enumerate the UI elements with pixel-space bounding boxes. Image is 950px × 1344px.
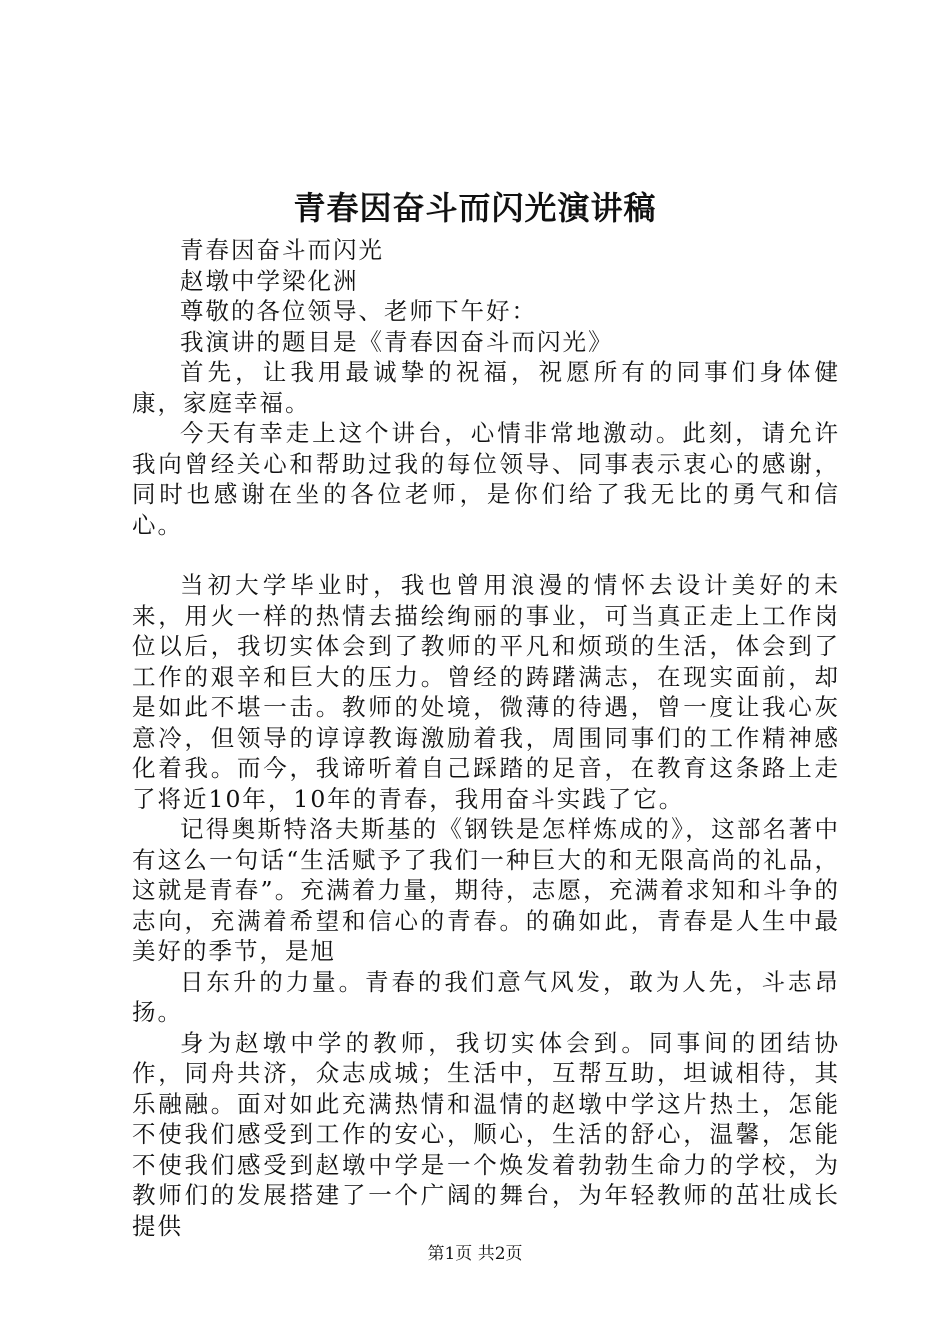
- document-title: 青春因奋斗而闪光演讲稿: [293, 189, 657, 227]
- body-paragraph: 首先，让我用最诚挚的祝福，祝愿所有的同事们身体健康，家庭幸福。: [132, 358, 840, 417]
- body-paragraph: 我演讲的题目是《青春因奋斗而闪光》: [180, 327, 614, 356]
- body-paragraph: 今天有幸走上这个讲台，心情非常地激动。此刻，请允许我向曾经关心和帮助过我的每位领导、同事表示衷心的感谢，同时也感谢在坐的各位老师，是你们给了我无比的勇气和信心。: [132, 419, 840, 539]
- page-footer: 第1页 共2页: [427, 1244, 523, 1264]
- body-paragraph: 记得奥斯特洛夫斯基的《钢铁是怎样炼成的》，这部名著中有这么一句话“生活赋予了我们一种巨大的和无限高尚的礼品，这就是青春”。充满着力量，期待，志愿，充满着求知和斗争的志向，充满着希望和信心的青春。的确如此，青春是人生中最美好的季节，是旭: [132, 815, 840, 965]
- body-paragraph: 当初大学毕业时，我也曾用浪漫的情怀去设计美好的未来，用火一样的热情去描绘绚丽的事业，可当真正走上工作岗位以后，我切实体会到了教师的平凡和烦琐的生活，体会到了工作的艰辛和巨大的压力。曾经的踌躇满志，在现实面前，却是如此不堪一击。教师的处境，微薄的待遇，曾一度让我心灰意冷，但领导的谆谆教诲激励着我，周围同事们的工作精神感化着我。而今，我谛听着自己踩踏的足音，在教育这条路上走了将近10年，10年的青春，我用奋斗实践了它。: [132, 571, 840, 813]
- body-paragraph: 身为赵墩中学的教师，我切实体会到。同事间的团结协作，同舟共济，众志成城；生活中，互帮互助，坦诚相待，其乐融融。面对如此充满热情和温情的赵墩中学这片热土，怎能不使我们感受到工作的安心，顺心，生活的舒心，温馨，怎能不使我们感受到赵墩中学是一个焕发着勃勃生命力的学校，为教师们的发展搭建了一个广阔的舞台，为年轻教师的茁壮成长提供: [132, 1028, 840, 1240]
- document-body: [132, 235, 840, 1241]
- body-paragraph: 日东升的力量。青春的我们意气风发，敢为人先，斗志昂扬。: [132, 967, 840, 1026]
- body-paragraph: 青春因奋斗而闪光: [180, 236, 384, 264]
- body-paragraph: 尊敬的各位领导、老师下午好：: [180, 297, 537, 325]
- body-paragraph: 赵墩中学梁化洲: [180, 266, 359, 295]
